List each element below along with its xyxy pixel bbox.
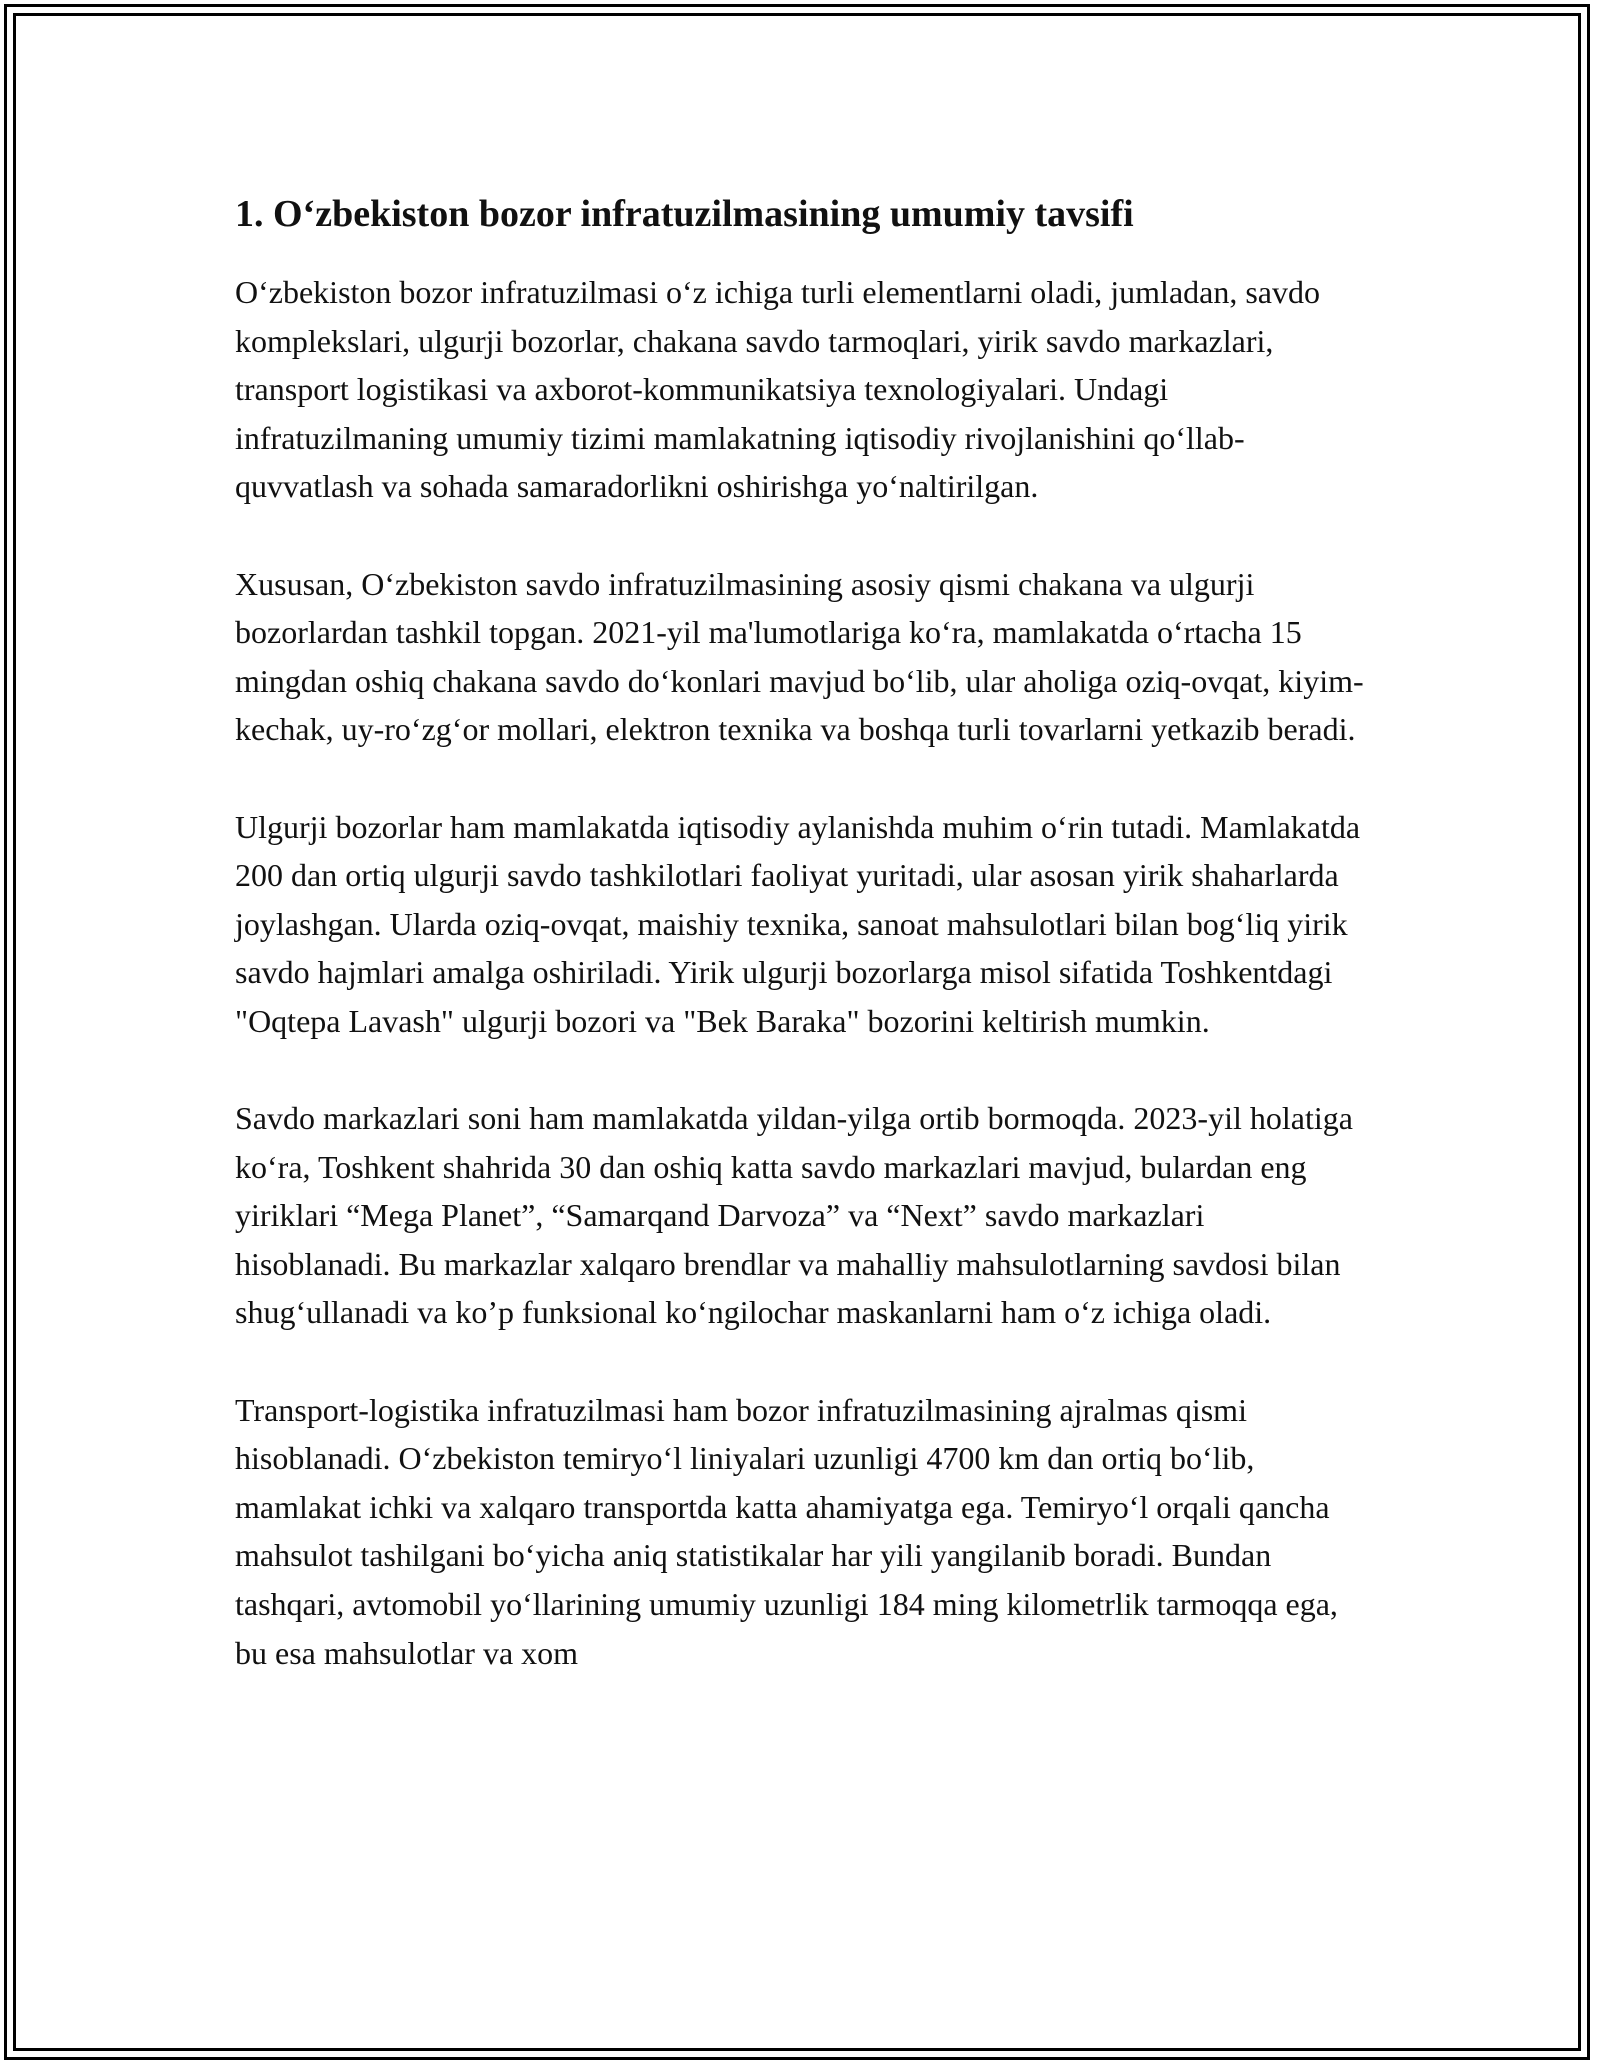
paragraph-intro: O‘zbekiston bozor infratuzilmasi o‘z ichiga turli elementlarni oladi, jumladan, savdo komplekslari, ulgurji bozorlar, chakana savdo tarmoqlari, yirik savdo markazlari, transport logistikasi va axborot-kommunikatsiya texnologiyalari. Undagi infratuzilmaning umumiy tizimi mamlakatning iqtisodiy rivojlanishini qo‘llab-quvvatlash va sohada samaradorlikni oshirishga yo‘naltirilgan. [235, 274, 1320, 505]
document-page [235, 188, 1365, 1726]
paragraph-retail: Xususan, O‘zbekiston savdo infratuzilmasining asosiy qismi chakana va ulgurji bozorlardan tashkil topgan. 2021-yil ma'lumotlariga ko‘ra, mamlakatda o‘rtacha 15 mingdan oshiq chakana savdo do‘konlari mavjud bo‘lib, ular aholiga oziq-ovqat, kiyim-kechak, uy-ro‘zg‘or mollari, elektron texnika va boshqa turli tovarlarni yetkazib beradi. [235, 565, 1364, 748]
paragraph-transport-logistics: Transport-logistika infratuzilmasi ham bozor infratuzilmasining ajralmas qismi hisoblanadi. O‘zbekiston temiryo‘l liniyalari uzunligi 4700 km dan ortiq bo‘lib, mamlakat ichki va xalqaro transportda katta ahamiyatga ega. Temiryo‘l orqali qancha mahsulot tashilgani bo‘yicha aniq statistikalar har yili yangilanib boradi. Bundan tashqari, avtomobil yo‘llarining umumiy uzunligi 184 ming kilometrlik tarmoqqa ega, bu esa mahsulotlar va xom [235, 1391, 1338, 1671]
paragraph-shopping-centers: Savdo markazlari soni ham mamlakatda yildan-yilga ortib bormoqda. 2023-yil holatiga ko‘ra, Toshkent shahrida 30 dan oshiq katta savdo markazlari mavjud, bulardan eng yiriklari “Mega Planet”, “Samarqand Darvoza” va “Next” savdo markazlari hisoblanadi. Bu markazlar xalqaro brendlar va mahalliy mahsulotlarning savdosi bilan shug‘ullanadi va ko’p funksional ko‘ngilochar maskanlarni ham o‘z ichiga oladi. [235, 1100, 1353, 1331]
paragraph-wholesale: Ulgurji bozorlar ham mamlakatda iqtisodiy aylanishda muhim o‘rin tutadi. Mamlakatda 200 dan ortiq ulgurji savdo tashkilotlari faoliyat yuritadi, ular asosan yirik shaharlarda joylashgan. Ularda oziq-ovqat, maishiy texnika, sanoat mahsulotlari bilan bog‘liq yirik savdo hajmlari amalga oshiriladi. Yirik ulgurji bozorlarga misol sifatida Toshkentdagi "Oqtepa Lavash" ulgurji bozori va "Bek Baraka" bozorini keltirish mumkin. [235, 808, 1361, 1039]
section-title: 1. O‘zbekiston bozor infratuzilmasining umumiy tavsifi [235, 193, 1134, 235]
